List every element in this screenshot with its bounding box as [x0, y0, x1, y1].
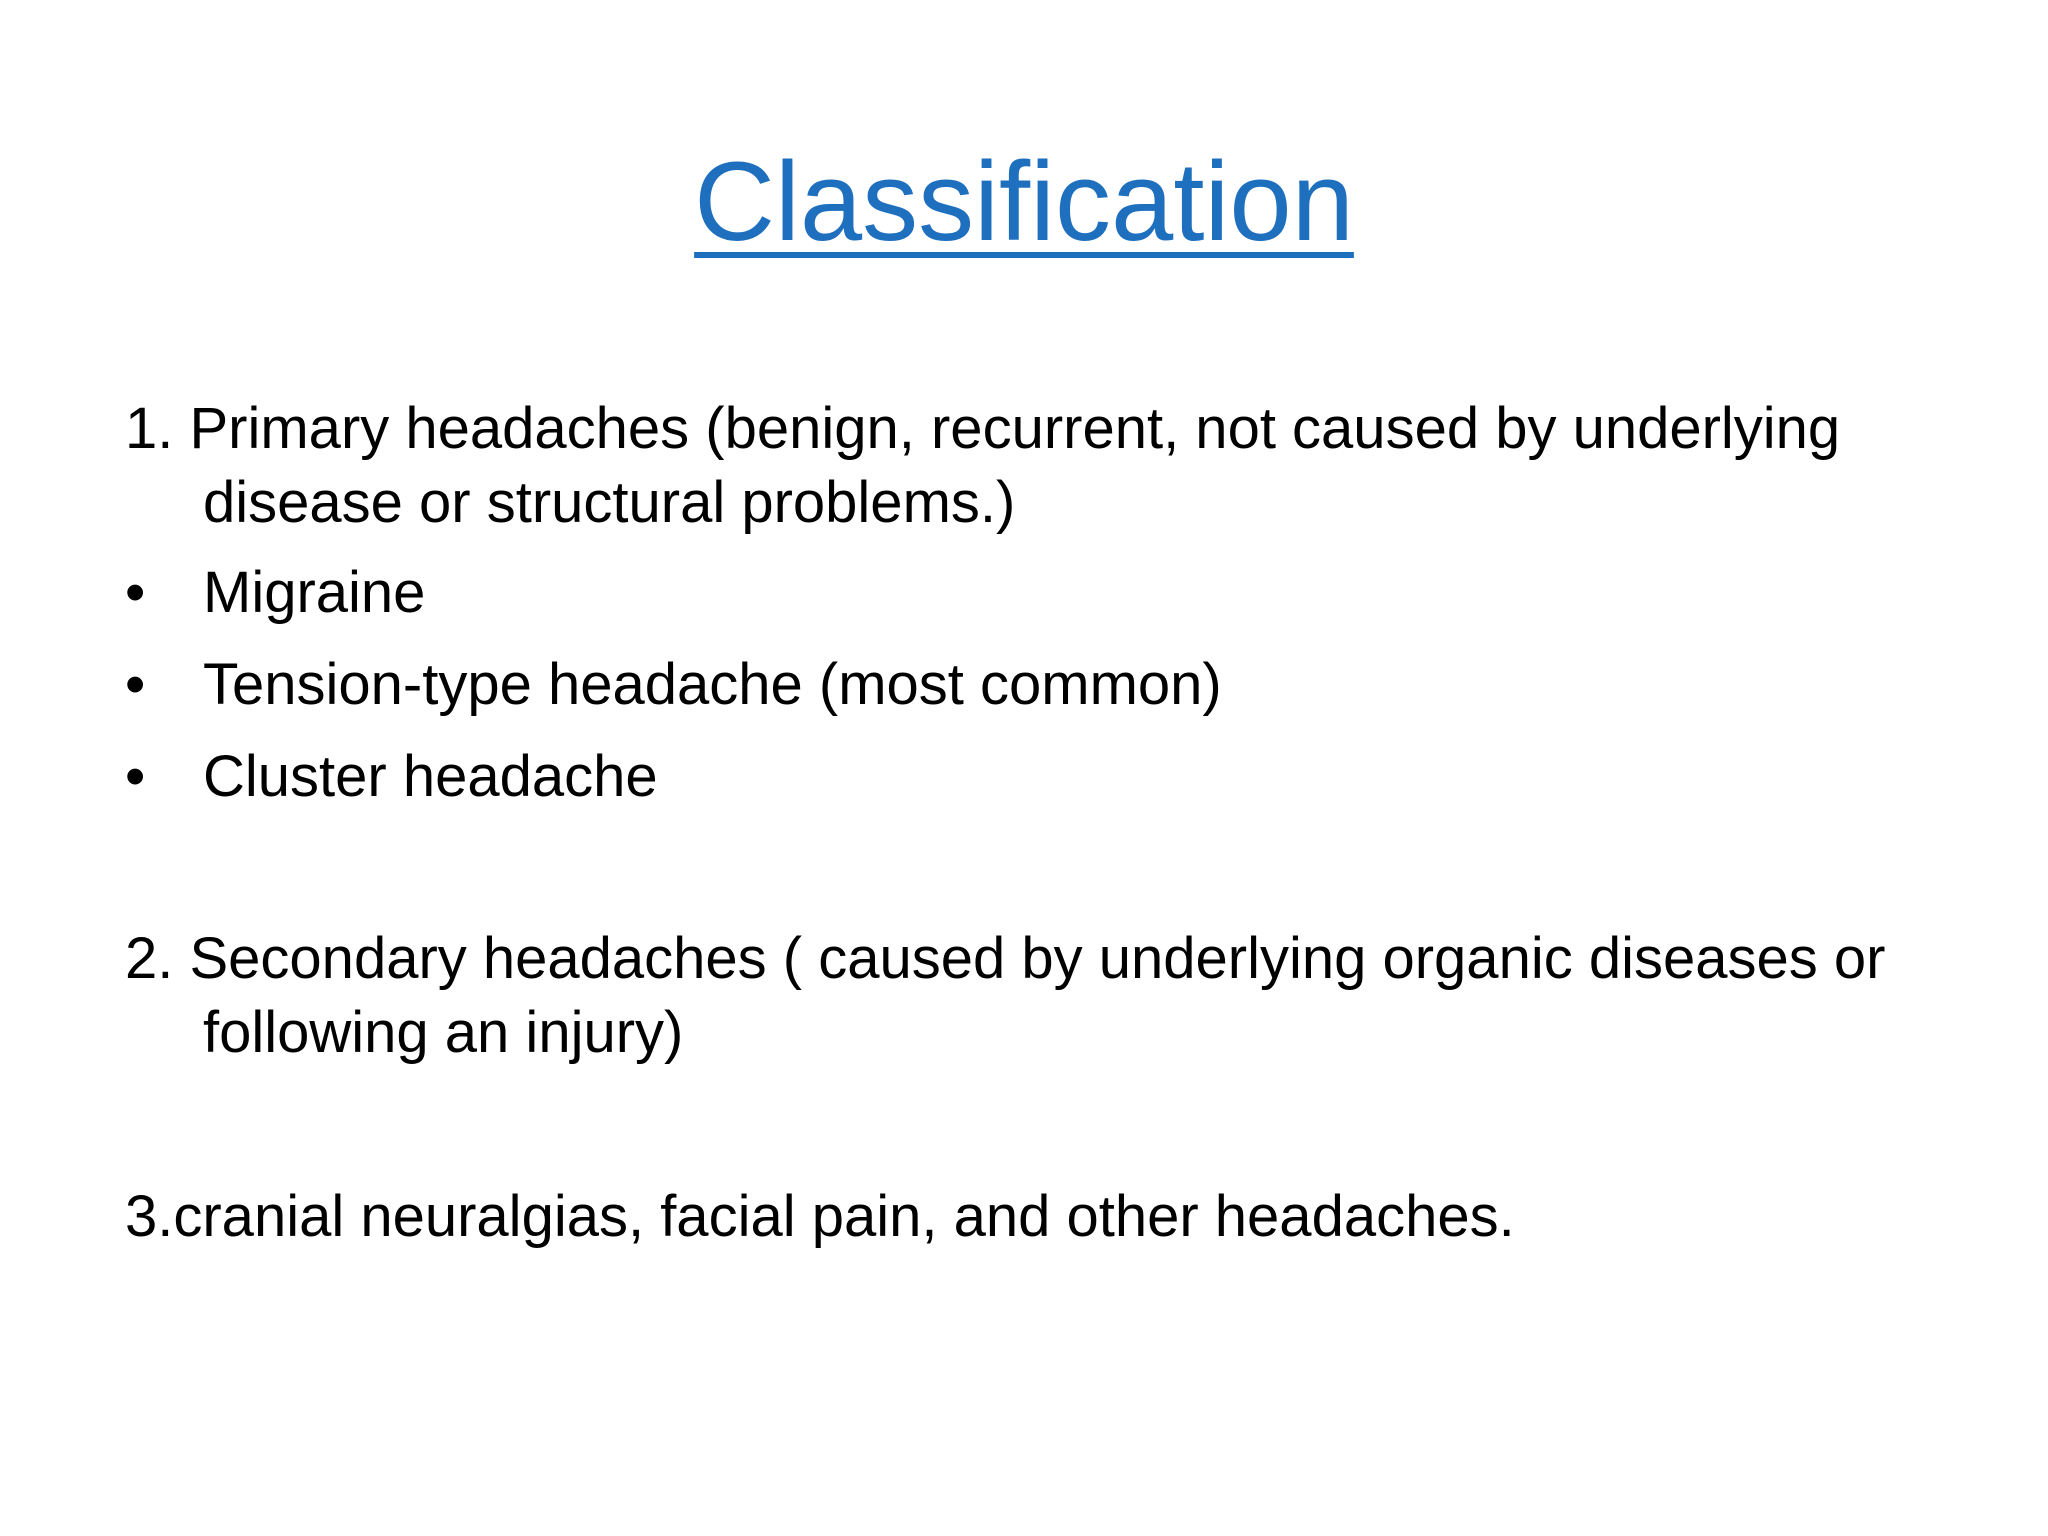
spacer	[125, 1070, 1975, 1180]
list-item	[125, 740, 1975, 814]
bullet-icon: •	[125, 652, 146, 717]
cranial-neuralgias-heading: 3.cranial neuralgias, facial pain, and other headaches.	[125, 1184, 1515, 1249]
spacer	[125, 832, 1975, 922]
list-item	[125, 648, 1975, 722]
bullet-icon: •	[125, 560, 146, 625]
primary-headaches-list	[125, 556, 1975, 814]
bullet-icon: •	[125, 744, 146, 809]
list-item	[125, 556, 1975, 630]
list-item-label: Migraine	[203, 560, 426, 625]
secondary-headaches-heading: 2. Secondary headaches ( caused by underlying organic diseases or following an injury)	[125, 926, 1886, 1065]
slide-title: Classification	[694, 139, 1354, 264]
slide-body	[125, 392, 1975, 1254]
list-item-label: Tension-type headache (most common)	[203, 652, 1222, 717]
primary-headaches-heading: 1. Primary headaches (benign, recurrent, not caused by underlying disease or structural problems.)	[125, 396, 1841, 535]
list-item-label: Cluster headache	[203, 744, 658, 809]
